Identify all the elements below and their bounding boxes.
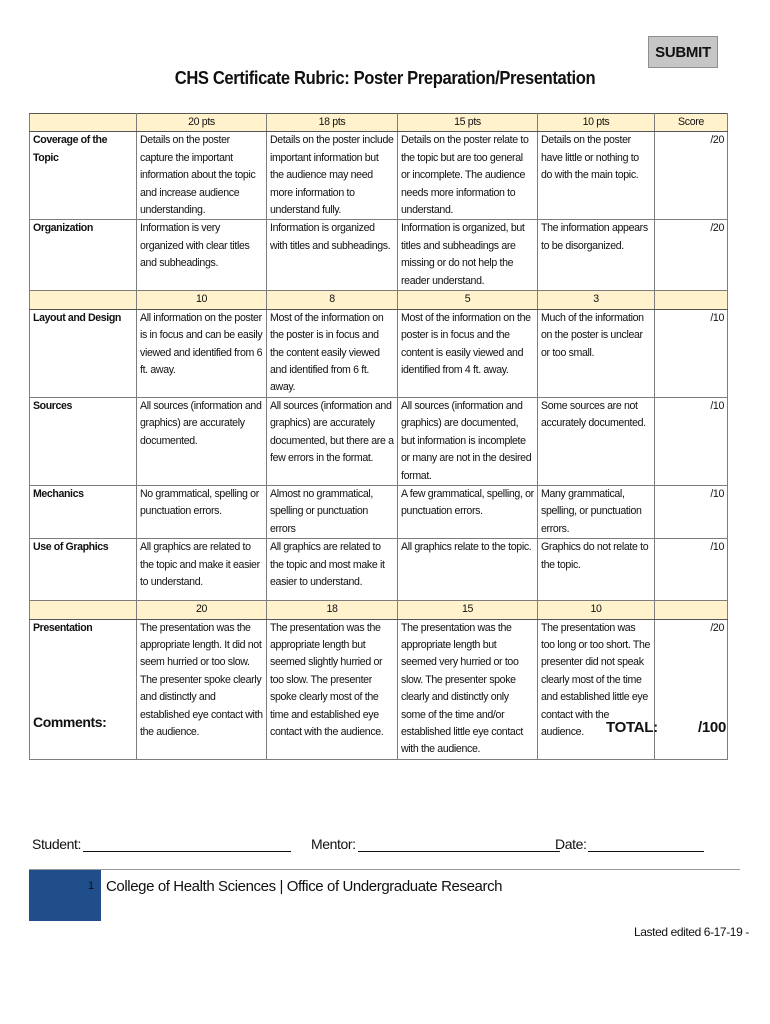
rubric-table (29, 113, 728, 760)
points-header-cell: 10 pts (538, 114, 655, 132)
level-description: Details on the poster capture the important information about the topic and increase audience understanding. (137, 132, 267, 220)
criterion-label: Sources (30, 397, 137, 485)
level-description: All sources (information and graphics) are accurately documented. (137, 397, 267, 485)
level-description: Much of the information on the poster is unclear or too small. (538, 309, 655, 397)
table-row (30, 220, 728, 291)
level-description: All graphics relate to the topic. (398, 539, 538, 601)
level-description: Most of the information on the poster is in focus and the content is easily viewed and identified from 4 ft. away. (398, 309, 538, 397)
criterion-label: Use of Graphics (30, 539, 137, 601)
score-cell: /10 (655, 485, 728, 538)
level-description: A few grammatical, spelling, or punctuation errors. (398, 485, 538, 538)
student-label: Student: (32, 836, 81, 852)
table-row (30, 309, 728, 397)
level-description: Many grammatical, spelling, or punctuation errors. (538, 485, 655, 538)
criterion-label: Coverage of the Topic (30, 132, 137, 220)
submit-button[interactable]: SUBMIT (648, 36, 718, 68)
score-cell: /10 (655, 309, 728, 397)
score-cell: /20 (655, 220, 728, 291)
criterion-label: Organization (30, 220, 137, 291)
mentor-field-line[interactable] (358, 837, 560, 852)
table-row (30, 485, 728, 538)
points-header-cell: 15 (398, 601, 538, 619)
points-header-row (30, 601, 728, 619)
level-description: Some sources are not accurately documented. (538, 397, 655, 485)
level-description: The presentation was the appropriate length but seemed very hurried or too slow. The presenter spoke clearly and distinctly only some of the time and/or established little eye contact with the audience. (398, 619, 538, 759)
points-header-cell: 20 pts (137, 114, 267, 132)
level-description: No grammatical, spelling or punctuation errors. (137, 485, 267, 538)
footer-text: College of Health Sciences | Office of Undergraduate Research (106, 878, 503, 895)
points-header-row (30, 114, 728, 132)
mentor-signature (311, 836, 560, 852)
level-description: The presentation was the appropriate length but seemed slightly hurried or too slow. The presenter spoke clearly most of the time and established eye contact with the audience. (267, 619, 398, 759)
level-description: All graphics are related to the topic and make it easier to understand. (137, 539, 267, 601)
table-row (30, 397, 728, 485)
points-header-cell: 8 (267, 291, 398, 309)
score-header-cell: Score (655, 114, 728, 132)
footer-divider (29, 869, 740, 870)
points-header-cell: 20 (137, 601, 267, 619)
points-header-cell: 18 pts (267, 114, 398, 132)
points-header-cell: 3 (538, 291, 655, 309)
level-description: Graphics do not relate to the topic. (538, 539, 655, 601)
level-description: Details on the poster relate to the topic but are too general or incomplete. The audience needs more information to understand. (398, 132, 538, 220)
table-row (30, 619, 728, 759)
page-number: 1 (88, 880, 95, 892)
last-edited-note: Lasted edited 6-17-19 - (634, 925, 749, 939)
level-description: Details on the poster include important information but the audience may need more information to understand fully. (267, 132, 398, 220)
criterion-label: Layout and Design (30, 309, 137, 397)
footer-color-block (29, 870, 101, 921)
level-description: All sources (information and graphics) are accurately documented, but there are a few errors in the format. (267, 397, 398, 485)
score-cell: /20 (655, 619, 728, 759)
score-cell: /20 (655, 132, 728, 220)
table-row (30, 132, 728, 220)
score-cell: /10 (655, 539, 728, 601)
mentor-label: Mentor: (311, 836, 356, 852)
table-row (30, 539, 728, 601)
level-description: All graphics are related to the topic and most make it easier to understand. (267, 539, 398, 601)
total-label: TOTAL: (606, 719, 658, 736)
level-description: The information appears to be disorganized. (538, 220, 655, 291)
level-description: All sources (information and graphics) are documented, but information is incomplete or many are not in the desired format. (398, 397, 538, 485)
points-header-row (30, 291, 728, 309)
level-description: Details on the poster have little or nothing to do with the main topic. (538, 132, 655, 220)
level-description: Information is organized, but titles and subheadings are missing or do not help the reader understand. (398, 220, 538, 291)
student-field-line[interactable] (83, 837, 291, 852)
date-signature (555, 836, 704, 852)
points-header-cell: 18 (267, 601, 398, 619)
level-description: The presentation was too long or too short. The presenter did not speak clearly most of the time and established little eye contact with the audience. (538, 619, 655, 759)
points-header-cell: 10 (538, 601, 655, 619)
points-header-cell: 10 (137, 291, 267, 309)
page-title: CHS Certificate Rubric: Poster Preparation/Presentation (174, 68, 596, 88)
level-description: All information on the poster is in focus and can be easily viewed and identified from 6 ft. away. (137, 309, 267, 397)
score-cell: /10 (655, 397, 728, 485)
comments-label: Comments: (33, 714, 107, 730)
points-header-cell: 15 pts (398, 114, 538, 132)
level-description: Most of the information on the poster is in focus and the content easily viewed and identified from 6 ft. away. (267, 309, 398, 397)
date-label: Date: (555, 836, 587, 852)
student-signature (32, 836, 291, 852)
criterion-label: Presentation (30, 619, 137, 759)
total-value: /100 (698, 719, 726, 736)
date-field-line[interactable] (588, 837, 704, 852)
level-description: Almost no grammatical, spelling or punctuation errors (267, 485, 398, 538)
points-header-cell: 5 (398, 291, 538, 309)
level-description: Information is organized with titles and subheadings. (267, 220, 398, 291)
level-description: The presentation was the appropriate length. It did not seem hurried or too slow. The presenter spoke clearly and distinctly and established eye contact with the audience. (137, 619, 267, 759)
level-description: Information is very organized with clear titles and subheadings. (137, 220, 267, 291)
criterion-label: Mechanics (30, 485, 137, 538)
